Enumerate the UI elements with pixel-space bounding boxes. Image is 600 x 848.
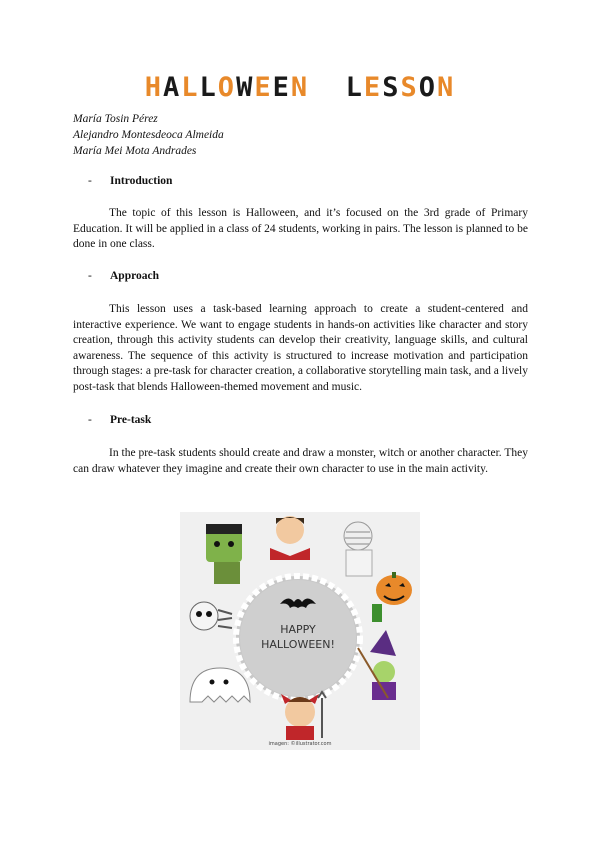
frankenstein-icon — [206, 524, 242, 584]
title-letter: O — [217, 72, 237, 103]
author-name: Alejandro Montesdeoca Almeida — [73, 129, 224, 141]
author-name: María Tosin Pérez — [73, 113, 158, 125]
greeting-line1: HAPPY — [280, 623, 316, 636]
title-letter: A — [163, 72, 182, 103]
title-letter: E — [254, 72, 273, 103]
vampire-icon — [270, 516, 310, 560]
title-letter — [309, 72, 327, 103]
title-letter — [327, 72, 345, 103]
introduction-paragraph: The topic of this lesson is Halloween, and it’s focused on the 3rd grade of Primary Education. It will be applied in a class of 24 students, working in pairs. The lesson is planned to be done in one class. — [73, 207, 528, 250]
heading-text: Pre-task — [110, 414, 152, 426]
greeting-line2: HALLOWEEN! — [261, 638, 335, 651]
document-title — [0, 72, 600, 103]
section-heading-pretask — [88, 414, 151, 426]
image-credit: imagen: ©illustrator.com — [268, 741, 332, 747]
title-letter: L — [181, 72, 200, 103]
pumpkin-icon — [372, 572, 412, 622]
title-letter: E — [272, 72, 291, 103]
author-list — [73, 111, 224, 159]
ghost-icon — [190, 668, 250, 702]
halloween-illustration — [180, 512, 420, 750]
title-letter: W — [236, 72, 255, 103]
list-dash: - — [88, 270, 92, 282]
title-letter: N — [436, 72, 456, 103]
author-name: María Mei Mota Andrades — [73, 145, 197, 157]
title-letter: N — [290, 72, 310, 103]
mummy-icon — [344, 522, 372, 576]
title-letter: S — [382, 72, 401, 103]
title-letter: E — [363, 72, 383, 103]
section-heading-introduction — [88, 175, 172, 187]
section-heading-approach — [88, 270, 159, 282]
witch-icon — [358, 630, 396, 700]
list-dash: - — [88, 175, 92, 187]
title-letter: L — [345, 72, 364, 103]
pretask-paragraph: In the pre-task students should create and draw a monster, witch or another character. They can draw whatever they imagine and create their own character to use in the main activity. — [73, 447, 528, 475]
approach-paragraph: This lesson uses a task-based learning approach to create a student-centered and interactive experience. We want to engage students in hands-on activities like character and story creation, through this activity students can develop their creativity, language skills, and cultural awareness. The sequence of this activity is structured to increase motivation and participation through stages: a pre-task for character creation, a collaborative storytelling main task, and a lively post-task that blends Halloween-themed movement and music. — [73, 303, 528, 393]
heading-text: Introduction — [110, 175, 173, 187]
skeleton-icon — [190, 602, 232, 630]
title-letter: L — [199, 72, 218, 103]
title-letter: S — [400, 72, 419, 103]
heading-text: Approach — [110, 270, 159, 282]
list-dash: - — [88, 414, 92, 426]
title-letter: O — [418, 72, 437, 103]
title-letter: H — [144, 72, 163, 103]
halloween-characters-svg — [180, 512, 420, 750]
